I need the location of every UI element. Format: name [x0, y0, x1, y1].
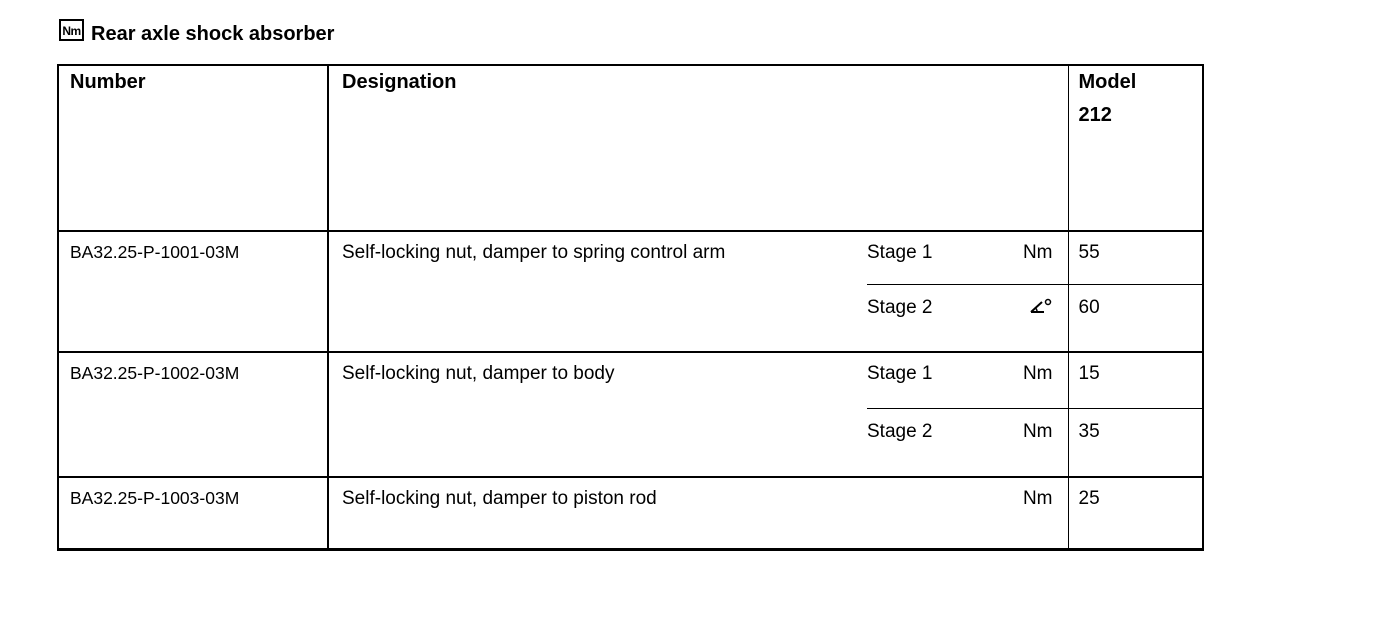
document-title-row — [59, 18, 334, 48]
cell-stage: Stage 1 — [867, 231, 997, 284]
cell-value: 35 — [1068, 408, 1203, 477]
header-model — [1068, 65, 1203, 231]
torque-nm-icon: Nm — [59, 19, 84, 41]
table-header-row — [58, 65, 1203, 231]
cell-value: 60 — [1068, 284, 1203, 352]
header-model-label: Model — [1078, 71, 1137, 93]
cell-designation: Self-locking nut, damper to spring control arm — [328, 231, 867, 352]
cell-unit: Nm — [997, 477, 1068, 549]
cell-unit: Nm — [997, 408, 1068, 477]
cell-number: BA32.25-P-1002-03M — [58, 352, 328, 477]
cell-number: BA32.25-P-1001-03M — [58, 231, 328, 352]
cell-value: 25 — [1068, 477, 1203, 549]
cell-unit — [997, 284, 1068, 352]
cell-designation: Self-locking nut, damper to body — [328, 352, 867, 477]
cell-designation: Self-locking nut, damper to piston rod — [328, 477, 867, 549]
angle-degree-icon — [1029, 297, 1053, 317]
cell-stage — [867, 477, 997, 549]
cell-value: 55 — [1068, 231, 1203, 284]
header-designation: Designation — [328, 65, 1068, 231]
cell-value: 15 — [1068, 352, 1203, 408]
cell-stage: Stage 2 — [867, 284, 997, 352]
header-number: Number — [58, 65, 328, 231]
document-title: Rear axle shock absorber — [91, 22, 335, 45]
cell-stage: Stage 2 — [867, 408, 997, 477]
table-row — [58, 352, 1203, 408]
cell-unit: Nm — [997, 352, 1068, 408]
cell-unit: Nm — [997, 231, 1068, 284]
table-row — [58, 231, 1203, 284]
header-model-value: 212 — [1078, 104, 1112, 126]
cell-stage: Stage 1 — [867, 352, 997, 408]
cell-number: BA32.25-P-1003-03M — [58, 477, 328, 549]
table-row — [58, 477, 1203, 549]
torque-spec-table — [57, 64, 1204, 551]
